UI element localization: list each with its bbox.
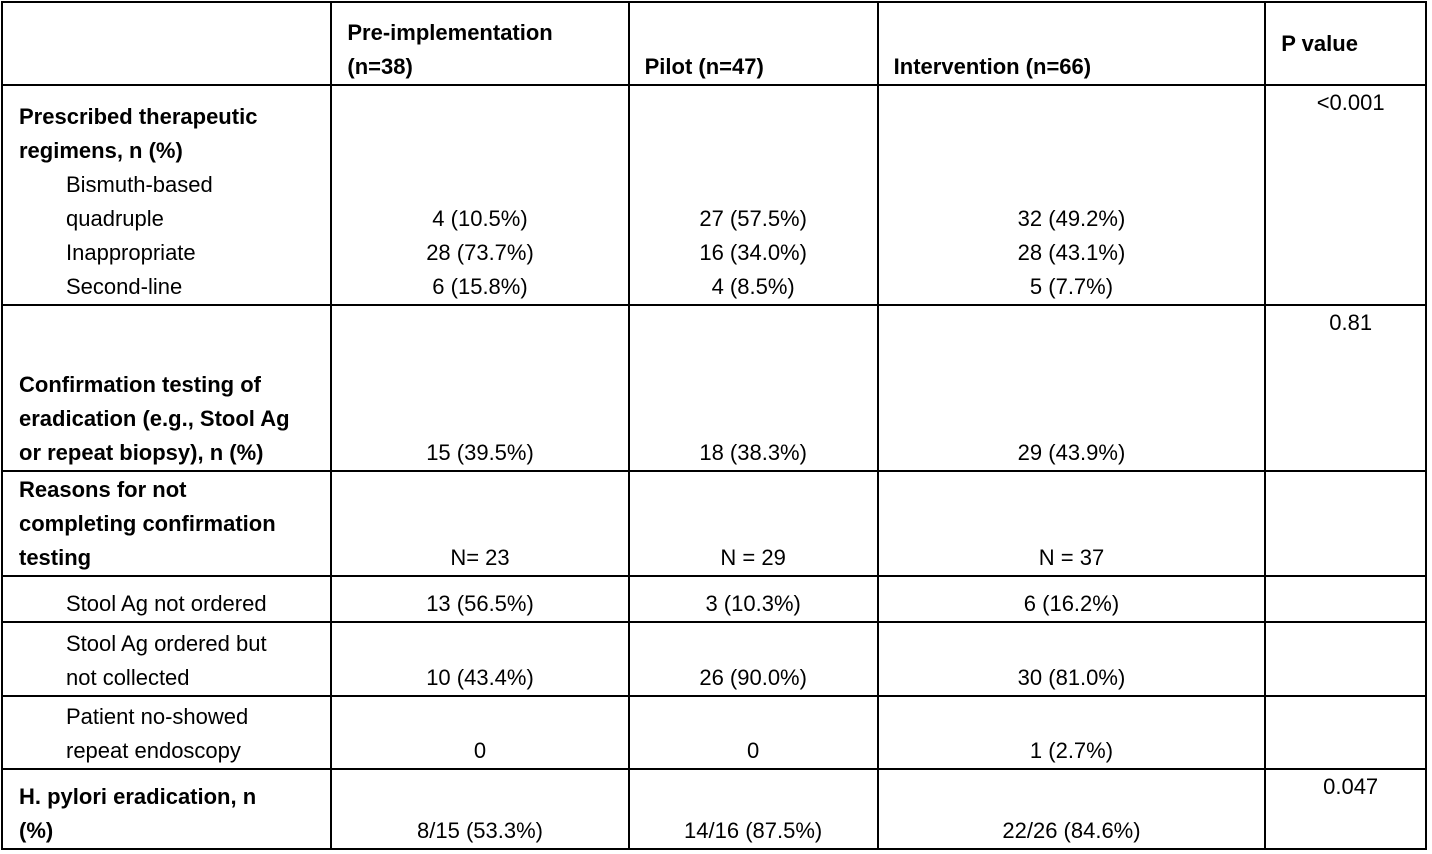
confirmation-title-line3: or repeat biopsy), n (%) xyxy=(19,440,264,465)
eradication-title-line1: H. pylori eradication, n xyxy=(19,784,257,809)
regimens-intervention-cell xyxy=(878,85,1266,305)
confirmation-row xyxy=(2,305,1426,471)
reason-no-show-pilot: 0 xyxy=(629,696,878,769)
header-pre-implementation xyxy=(331,2,628,85)
regimen-bismuth-intervention: 32 (49.2%) xyxy=(1017,206,1126,231)
regimen-bismuth-pilot: 27 (57.5%) xyxy=(699,206,807,231)
eradication-pre: 8/15 (53.3%) xyxy=(331,769,628,849)
confirmation-intervention: 29 (43.9%) xyxy=(878,305,1266,471)
reason-label-not-collected-cell xyxy=(2,622,331,696)
reason-label-not-ordered: Stool Ag not ordered xyxy=(66,591,267,616)
eradication-label-cell xyxy=(2,769,331,849)
reason-no-show-pre: 0 xyxy=(331,696,628,769)
reasons-intervention: N = 37 xyxy=(878,471,1266,576)
reasons-label-cell xyxy=(2,471,331,576)
reasons-pvalue xyxy=(1265,471,1426,576)
regimens-title-line2: regimens, n (%) xyxy=(19,138,183,163)
header-pilot: Pilot (n=47) xyxy=(629,2,878,85)
confirmation-pvalue: 0.81 xyxy=(1265,305,1426,471)
confirmation-pre: 15 (39.5%) xyxy=(331,305,628,471)
reasons-row xyxy=(2,471,1426,576)
regimen-second-line-pre: 6 (15.8%) xyxy=(432,274,528,299)
header-category xyxy=(2,2,331,85)
reason-label-not-ordered-cell xyxy=(2,576,331,622)
header-pre-line2: (n=38) xyxy=(347,54,413,79)
results-table xyxy=(1,1,1427,850)
reason-no-show-intervention: 1 (2.7%) xyxy=(878,696,1266,769)
confirmation-pilot: 18 (38.3%) xyxy=(629,305,878,471)
reason-no-show-pvalue xyxy=(1265,696,1426,769)
regimen-inappropriate-pilot: 16 (34.0%) xyxy=(699,240,807,265)
reason-label-no-show-line2: repeat endoscopy xyxy=(66,738,241,763)
reason-not-collected-intervention: 30 (81.0%) xyxy=(878,622,1266,696)
reason-row-no-show xyxy=(2,696,1426,769)
reason-not-collected-pre: 10 (43.4%) xyxy=(331,622,628,696)
reason-row-not-collected xyxy=(2,622,1426,696)
regimen-label-bismuth-line2: quadruple xyxy=(66,206,164,231)
regimen-inappropriate-intervention: 28 (43.1%) xyxy=(1017,240,1126,265)
eradication-title-line2: (%) xyxy=(19,818,54,843)
reasons-title-line3: testing xyxy=(19,545,92,570)
regimen-second-line-pilot: 4 (8.5%) xyxy=(711,274,795,299)
regimens-row xyxy=(2,85,1426,305)
confirmation-label-cell xyxy=(2,305,331,471)
regimen-inappropriate-pre: 28 (73.7%) xyxy=(426,240,534,265)
eradication-pvalue: 0.047 xyxy=(1265,769,1426,849)
eradication-pilot: 14/16 (87.5%) xyxy=(629,769,878,849)
regimens-pilot-cell xyxy=(629,85,878,305)
reason-label-not-collected-line1: Stool Ag ordered but xyxy=(66,631,267,656)
reason-not-ordered-pvalue xyxy=(1265,576,1426,622)
reason-not-ordered-intervention: 6 (16.2%) xyxy=(878,576,1266,622)
regimen-label-second-line: Second-line xyxy=(66,274,183,299)
reasons-pre: N= 23 xyxy=(331,471,628,576)
header-row xyxy=(2,2,1426,85)
reason-label-not-collected-line2: not collected xyxy=(66,665,190,690)
reason-not-collected-pilot: 26 (90.0%) xyxy=(629,622,878,696)
confirmation-title-line2: eradication (e.g., Stool Ag xyxy=(19,406,290,431)
eradication-intervention: 22/26 (84.6%) xyxy=(878,769,1266,849)
reason-row-not-ordered xyxy=(2,576,1426,622)
regimen-bismuth-pre: 4 (10.5%) xyxy=(432,206,528,231)
regimens-title-line1: Prescribed therapeutic xyxy=(19,104,258,129)
reasons-pilot: N = 29 xyxy=(629,471,878,576)
header-intervention: Intervention (n=66) xyxy=(878,2,1266,85)
confirmation-title-line1: Confirmation testing of xyxy=(19,372,261,397)
regimen-label-inappropriate: Inappropriate xyxy=(66,240,196,265)
regimen-label-bismuth-line1: Bismuth-based xyxy=(66,172,213,197)
reason-label-no-show-line1: Patient no-showed xyxy=(66,704,249,729)
reason-label-no-show-cell xyxy=(2,696,331,769)
reason-not-ordered-pre: 13 (56.5%) xyxy=(331,576,628,622)
reasons-title-line2: completing confirmation xyxy=(19,511,276,536)
reasons-title-line1: Reasons for not xyxy=(19,477,187,502)
regimens-pvalue: <0.001 xyxy=(1265,85,1426,305)
regimen-second-line-intervention: 5 (7.7%) xyxy=(1029,274,1114,299)
eradication-row xyxy=(2,769,1426,849)
header-pre-line1: Pre-implementation xyxy=(347,20,553,45)
regimens-label-cell xyxy=(2,85,331,305)
header-pvalue: P value xyxy=(1265,2,1426,85)
regimens-pre-cell xyxy=(331,85,628,305)
reason-not-ordered-pilot: 3 (10.3%) xyxy=(629,576,878,622)
reason-not-collected-pvalue xyxy=(1265,622,1426,696)
